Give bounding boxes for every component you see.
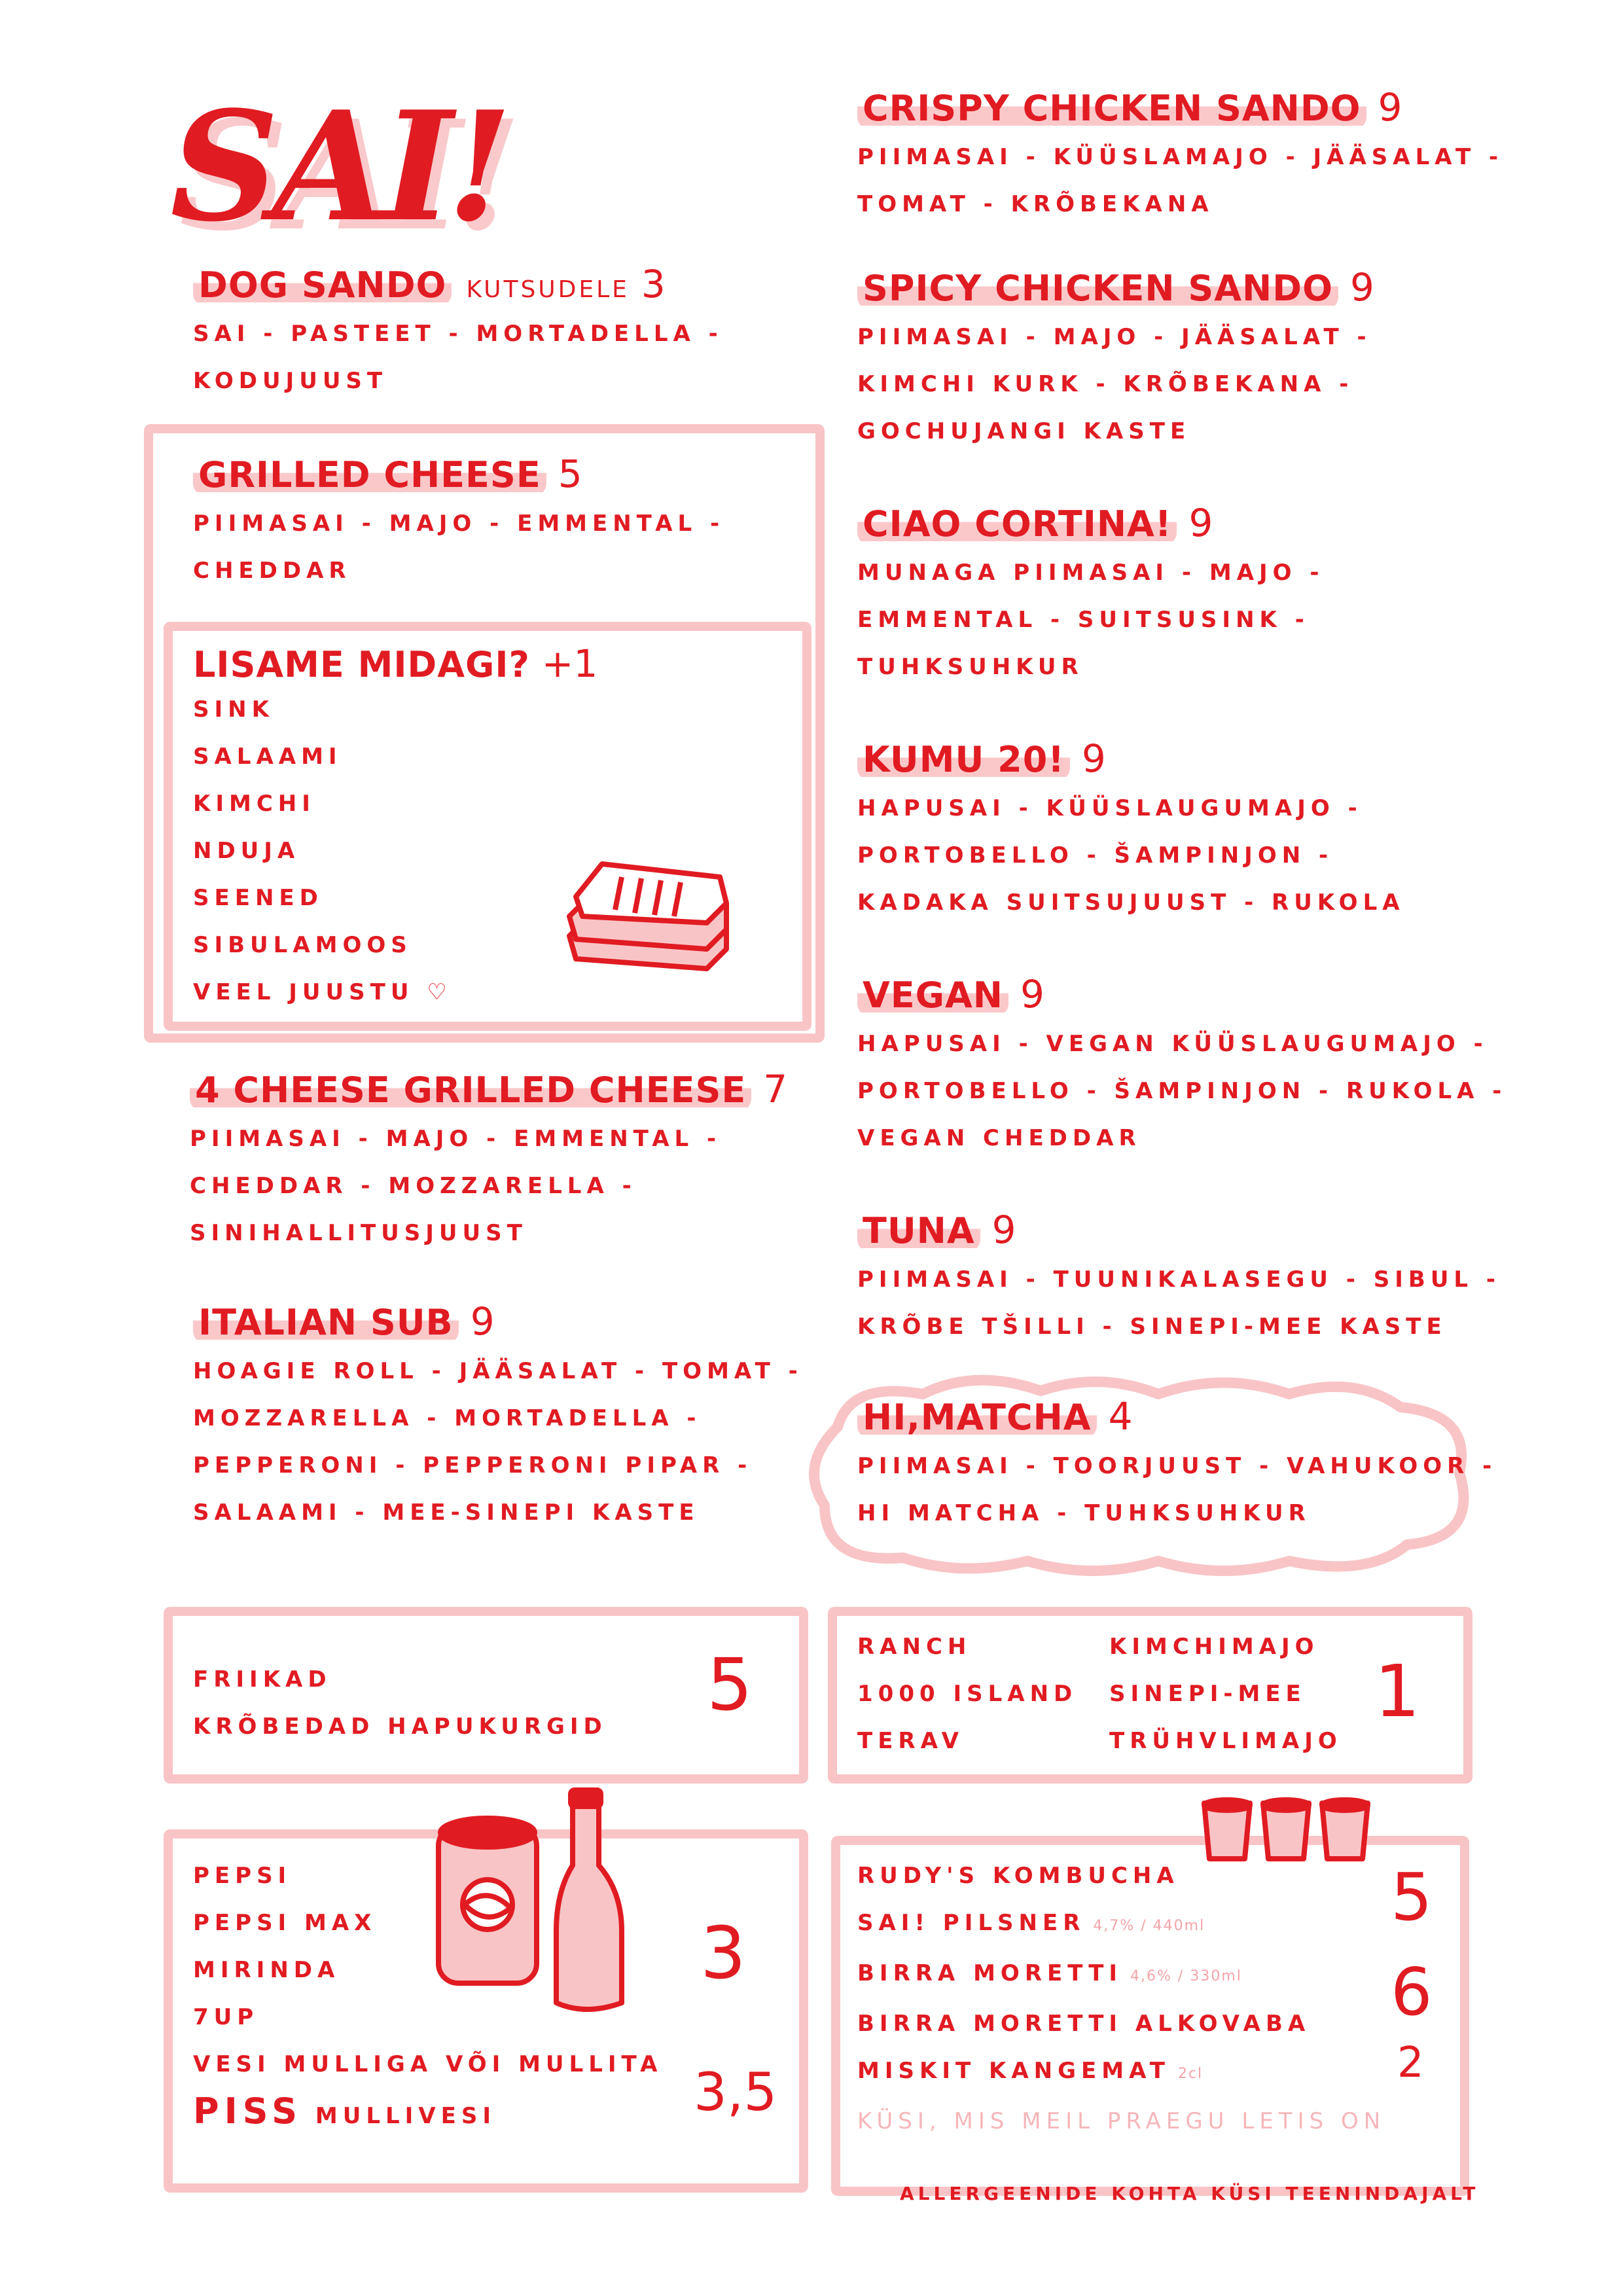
crispy-chicken-line-2: TOMAT - KRÕBEKANA [857, 191, 1214, 217]
hi-matcha-title: HI,MATCHA [857, 1397, 1097, 1438]
four-cheese-line-3: SINIHALLITUSJUUST [190, 1220, 527, 1246]
addon-item: SALAAMI [193, 744, 342, 770]
vegan-line-2: PORTOBELLO - ŠAMPINJON - RUKOLA - [857, 1078, 1507, 1104]
bar-item [857, 2000, 1385, 2047]
addon-item: VEEL JUUSTU ♡ [193, 979, 452, 1005]
ciao-cortina-line-3: TUHKSUHKUR [857, 654, 1084, 680]
bar-price-1: 5 [1391, 1859, 1433, 1935]
sauce-item: RANCH [857, 1634, 972, 1660]
spicy-chicken-line-1: PIIMASAI - MAJO - JÄÄSALAT - [857, 324, 1372, 350]
sauces-col-1 [857, 1623, 1077, 1765]
sauce-item: TERAV [857, 1728, 964, 1754]
four-cheese [190, 1067, 787, 1257]
tuna [857, 1208, 1501, 1350]
four-cheese-price: 7 [763, 1067, 788, 1111]
tuna-price: 9 [991, 1208, 1016, 1252]
grilled-cheese-line-1: PIIMASAI - MAJO - EMMENTAL - [193, 511, 725, 537]
crispy-chicken [857, 85, 1503, 228]
tuna-title: TUNA [857, 1210, 980, 1251]
grilled-cheese [193, 452, 724, 594]
bar-faint-note: KÜSI, MIS MEIL PRAEGU LETIS ON [857, 2108, 1386, 2134]
vegan-price: 9 [1020, 972, 1044, 1016]
spicy-chicken-line-3: GOCHUJANGI KASTE [857, 418, 1191, 444]
addon-item: SEENED [193, 885, 323, 911]
sides-price: 5 [707, 1643, 753, 1727]
ciao-cortina-line-1: MUNAGA PIIMASAI - MAJO - [857, 560, 1325, 586]
hi-matcha [857, 1394, 1497, 1537]
bar-item-name: MISKIT KANGEMAT [857, 2058, 1170, 2084]
bar-item-note: 2cl [1177, 2066, 1204, 2082]
kumu-20-price: 9 [1081, 736, 1106, 781]
hi-matcha-line-1: PIIMASAI - TOORJUUST - VAHUKOOR - [857, 1453, 1497, 1479]
vegan-title: VEGAN [857, 975, 1008, 1016]
vegan-line-1: HAPUSAI - VEGAN KÜÜSLAUGUMAJO - [857, 1031, 1488, 1057]
ciao-cortina [857, 501, 1325, 691]
vegan-line-3: VEGAN CHEDDAR [857, 1125, 1141, 1151]
italian-sub-line-3: PEPPERONI - PEPPERONI PIPAR - [193, 1452, 753, 1479]
bar-item [857, 2047, 1385, 2098]
dog-sando [193, 262, 723, 404]
bar-item-name: RUDY'S KOMBUCHA [857, 1863, 1179, 1889]
bar-price-2: 6 [1391, 1954, 1433, 2030]
italian-sub-price: 9 [470, 1299, 495, 1344]
sauces-price: 1 [1374, 1649, 1420, 1733]
crispy-chicken-title: CRISPY CHICKEN SANDO [857, 88, 1366, 129]
soda-can-bottle-icon [425, 1787, 648, 2029]
grilled-cheese-line-2: CHEDDAR [193, 558, 351, 584]
tuna-line-1: PIIMASAI - TUUNIKALASEGU - SIBUL - [857, 1266, 1501, 1293]
bar-item-name: BIRRA MORETTI [857, 1960, 1123, 1986]
footer-note: ALLERGEENIDE KOHTA KÜSI TEENINDAJALT [900, 2183, 1480, 2204]
vegan [857, 972, 1507, 1162]
spicy-chicken-line-2: KIMCHI KURK - KRÕBEKANA - [857, 371, 1354, 397]
bar-item-name: BIRRA MORETTI ALKOVABA [857, 2011, 1311, 2037]
grilled-cheese-title: GRILLED CHEESE [193, 454, 546, 495]
spicy-chicken-title: SPICY CHICKEN SANDO [857, 268, 1338, 309]
italian-sub [193, 1299, 803, 1536]
four-cheese-line-1: PIIMASAI - MAJO - EMMENTAL - [190, 1126, 722, 1152]
spicy-chicken [857, 265, 1374, 455]
drink-item: PEPSI MAX [193, 1910, 377, 1936]
bar-item [857, 1950, 1385, 2000]
ciao-cortina-line-2: EMMENTAL - SUITSUSINK - [857, 607, 1310, 633]
sides [193, 1656, 607, 1750]
kumu-20 [857, 736, 1405, 926]
addon-item: SINK [193, 696, 274, 723]
kumu-20-line-3: KADAKA SUITSUJUUST - RUKOLA [857, 889, 1405, 916]
sauces-col-2 [1109, 1623, 1342, 1765]
italian-sub-line-2: MOZZARELLA - MORTADELLA - [193, 1405, 702, 1431]
bar-item [857, 1899, 1385, 1950]
addons-title: LISAME MIDAGI? [193, 644, 530, 685]
sauce-item: 1000 ISLAND [857, 1681, 1078, 1707]
ciao-cortina-price: 9 [1188, 501, 1213, 545]
sauce-item: KIMCHIMAJO [1109, 1634, 1319, 1660]
kumu-20-line-1: HAPUSAI - KÜÜSLAUGUMAJO - [857, 795, 1363, 821]
bar-item-name: SAI! PILSNER [857, 1910, 1086, 1936]
four-cheese-title: 4 CHEESE GRILLED CHEESE [190, 1069, 751, 1111]
addons [193, 641, 597, 1016]
sauce-item: TRÜHVLIMAJO [1109, 1728, 1342, 1754]
kumu-20-line-2: PORTOBELLO - ŠAMPINJON - [857, 842, 1334, 869]
spicy-chicken-price: 9 [1349, 265, 1374, 310]
four-cheese-line-2: CHEDDAR - MOZZARELLA - [190, 1173, 637, 1199]
drink-item: 7UP [193, 2004, 259, 2030]
dog-sando-title: DOG SANDO [193, 264, 452, 306]
bar-item-note: 4,6% / 330ml [1130, 1968, 1242, 1984]
dog-sando-price: 3 [641, 262, 666, 306]
tuna-line-2: KRÕBE TŠILLI - SINEPI-MEE KASTE [857, 1314, 1447, 1340]
bar-item-note: 4,7% / 440ml [1093, 1918, 1205, 1934]
side-item: FRIIKAD [193, 1666, 332, 1693]
bar-item [857, 1852, 1385, 1899]
drink-item: MIRINDA [193, 1957, 340, 1983]
dog-sando-line-1: SAI - PASTEET - MORTADELLA - [193, 321, 723, 347]
piss-line [193, 2088, 662, 2140]
piss-rest: MULLIVESI [315, 2103, 496, 2129]
kumu-20-title: KUMU 20! [857, 739, 1070, 780]
grilled-cheese-price: 5 [558, 452, 582, 496]
piss-big: PISS [193, 2090, 303, 2132]
addons-price: +1 [541, 641, 598, 686]
drinks-price: 3 [700, 1911, 746, 1995]
crispy-chicken-line-1: PIIMASAI - KÜÜSLAMAJO - JÄÄSALAT - [857, 144, 1504, 170]
logo: SAI! [170, 79, 507, 255]
sauce-item: SINEPI-MEE [1109, 1681, 1306, 1707]
crispy-chicken-price: 9 [1378, 85, 1402, 130]
sandwich-icon [550, 838, 746, 982]
hi-matcha-line-2: HI MATCHA - TUHKSUHKUR [857, 1500, 1311, 1526]
addon-item: SIBULAMOOS [193, 932, 412, 958]
piss-price: 3,5 [694, 2062, 777, 2123]
dog-sando-note: KUTSUDELE [466, 276, 630, 303]
italian-sub-line-1: HOAGIE ROLL - JÄÄSALAT - TOMAT - [193, 1358, 803, 1384]
dog-sando-line-2: KODUJUUST [193, 368, 388, 394]
bar-list [857, 1852, 1385, 2145]
side-item: KRÕBEDAD HAPUKURGID [193, 1713, 607, 1740]
italian-sub-title: ITALIAN SUB [193, 1302, 459, 1343]
ciao-cortina-title: CIAO CORTINA! [857, 503, 1177, 545]
drink-item: VESI MULLIGA VÕI MULLITA [193, 2051, 663, 2077]
italian-sub-line-4: SALAAMI - MEE-SINEPI KASTE [193, 1499, 700, 1526]
addon-item: NDUJA [193, 838, 300, 864]
drink-item: PEPSI [193, 1863, 292, 1889]
hi-matcha-price: 4 [1108, 1394, 1133, 1439]
addon-item: KIMCHI [193, 791, 315, 817]
bar-price-3: 2 [1397, 2039, 1424, 2087]
